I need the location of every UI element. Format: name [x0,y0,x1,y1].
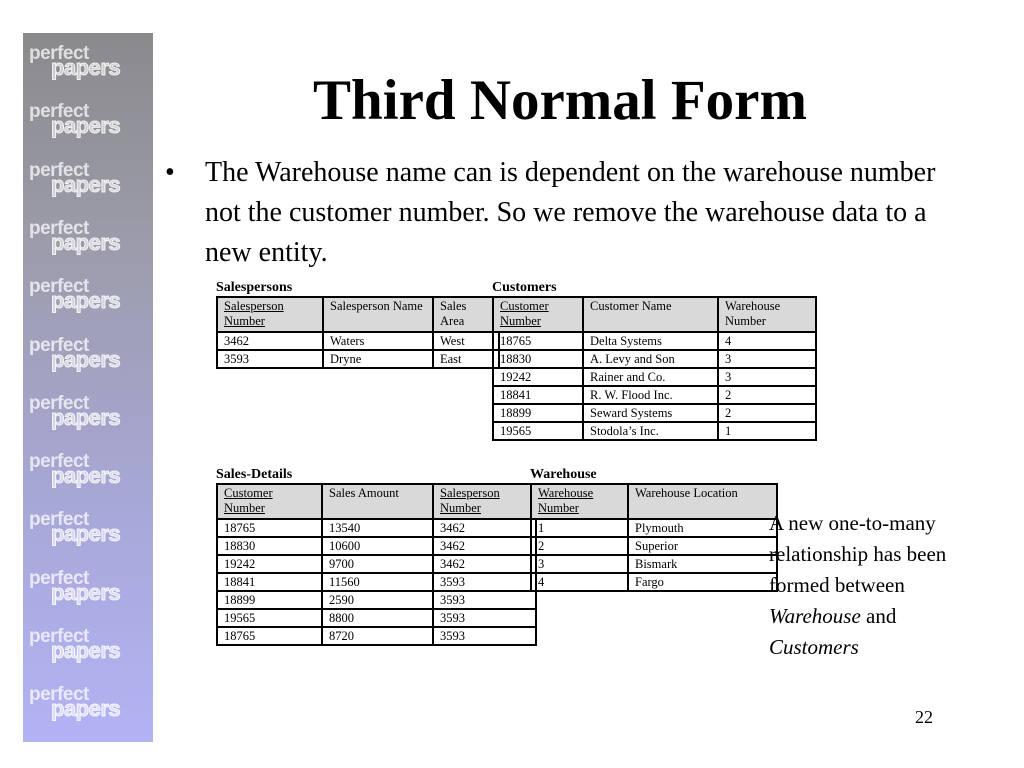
table-header-row [217,484,536,519]
logo-word-papers: papers [51,288,121,314]
column-header: Warehouse Location [628,484,777,519]
table-cell: 18841 [217,573,322,591]
table-caption: Warehouse [530,467,597,482]
logo-word-papers: papers [51,171,121,197]
logo-word-papers: papers [51,346,121,372]
table-cell: 18899 [493,404,583,422]
table-cell: 18841 [493,386,583,404]
logo-word-perfect: perfect [29,43,89,64]
logo-word-papers: papers [51,463,121,489]
table-header-row [217,297,499,332]
table-cell: 3462 [433,519,536,537]
perfect-papers-logo [29,684,149,724]
table-row [217,519,536,537]
logo-word-papers: papers [51,404,121,430]
perfect-papers-logo [29,335,149,375]
logo-word-perfect: perfect [29,101,89,123]
table-row [531,573,777,591]
table-cell: 4 [531,573,628,591]
logo-word-perfect: perfect [29,684,89,706]
table-cell: Waters [323,332,433,350]
table-row [217,537,536,555]
logo-word-papers: papers [51,521,121,547]
table-row [217,609,536,627]
bullet-text: The Warehouse name can is dependent on the warehouse number not the customer number. So we remove the warehouse data to a new entity. [205,157,936,268]
table-cell: 3593 [433,627,536,645]
logo-word-perfect: perfect [29,159,89,181]
table-cell: 9700 [322,555,433,573]
table-header-row [531,484,777,519]
table-cell: Superior [628,537,777,555]
logo-word-perfect: perfect [29,334,89,356]
table-cell: R. W. Flood Inc. [583,386,718,404]
table-cell: 18830 [217,537,322,555]
salespersons-table-block [216,280,500,369]
column-header: Customer Name [583,297,718,332]
table-row [493,404,816,422]
table-caption: Customers [492,280,557,295]
table-row [217,350,499,368]
table-row [493,422,816,440]
table-cell: 2 [531,537,628,555]
table-cell: 2 [718,404,816,422]
table-row [493,350,816,368]
perfect-papers-logo [29,160,149,200]
table-caption: Salespersons [216,280,293,295]
note-entity-warehouse: Warehouse [769,604,861,628]
logo-word-perfect: perfect [29,626,89,647]
logo-word-papers: papers [51,638,121,663]
table-cell: Rainer and Co. [583,368,718,386]
table-cell: 10600 [322,537,433,555]
logo-word-papers: papers [51,229,121,255]
table-cell: 19565 [493,422,583,440]
table-row [493,386,816,404]
perfect-papers-logo [29,568,149,608]
table-cell: 19565 [217,609,322,627]
table-cell: 3 [718,350,816,368]
table-cell: 8800 [322,609,433,627]
column-header: Sales Area [433,297,499,332]
table-cell: 1 [531,519,628,537]
sales-details-table [216,483,537,646]
relationship-note [769,508,984,663]
table-row [531,555,777,573]
table-cell: East [433,350,499,368]
table-row [531,537,777,555]
table-cell: 2590 [322,591,433,609]
column-header: Warehouse Number [531,484,628,519]
column-header: Warehouse Number [718,297,816,332]
note-entity-customers: Customers [769,635,859,659]
table-row [217,627,536,645]
table-cell: Dryne [323,350,433,368]
table-cell: 2 [718,386,816,404]
table-cell: A. Levy and Son [583,350,718,368]
sales-details-table-block [216,467,537,646]
table-cell: Delta Systems [583,332,718,350]
column-header: Customer Number [493,297,583,332]
customers-table [492,296,817,441]
note-text: A new one-to-many relationship has been formed between [769,511,947,597]
table-row [217,332,499,350]
table-row [493,332,816,350]
table-cell: 4 [718,332,816,350]
logo-word-papers: papers [51,579,121,605]
perfect-papers-logo [29,626,149,666]
table-cell: 1 [718,422,816,440]
slide-title: Third Normal Form [313,69,807,132]
perfect-papers-logo [29,451,149,491]
table-cell: 3462 [433,537,536,555]
warehouse-table-block [530,467,778,592]
logo-word-perfect: perfect [29,451,89,473]
table-cell: 18765 [217,519,322,537]
table-cell: 18765 [493,332,583,350]
table-cell: 19242 [493,368,583,386]
table-row [531,519,777,537]
table-cell: 18765 [217,627,322,645]
salespersons-table [216,296,500,369]
column-header: Salesperson Name [323,297,433,332]
table-cell: 3 [531,555,628,573]
bullet-icon: • [165,157,175,188]
table-cell: 8720 [322,627,433,645]
warehouse-table [530,483,778,592]
table-cell: 3593 [433,591,536,609]
table-cell: 18899 [217,591,322,609]
logo-word-perfect: perfect [29,276,89,298]
column-header: Salesperson Number [217,297,323,332]
column-header: Sales Amount [322,484,433,519]
logo-word-papers: papers [51,55,121,80]
perfect-papers-logo [29,101,149,141]
table-row [217,573,536,591]
table-cell: 13540 [322,519,433,537]
perfect-papers-logo [29,276,149,316]
table-row [217,555,536,573]
column-header: Salesperson Number [433,484,536,519]
table-cell: 3593 [217,350,323,368]
table-caption: Sales-Details [216,467,293,482]
sidebar-logo-strip [23,33,153,742]
table-cell: Seward Systems [583,404,718,422]
table-cell: 18830 [493,350,583,368]
perfect-papers-logo [29,218,149,258]
table-cell: 3462 [217,332,323,350]
table-cell: 3462 [433,555,536,573]
page-number: 22 [915,707,933,727]
customers-table-block [492,280,817,441]
note-conjunction: and [866,604,897,628]
table-cell: Bismark [628,555,777,573]
table-cell: 3 [718,368,816,386]
perfect-papers-logo [29,43,149,83]
table-row [493,368,816,386]
table-row [217,591,536,609]
table-cell: 3593 [433,609,536,627]
logo-word-papers: papers [51,696,121,722]
table-cell: Plymouth [628,519,777,537]
logo-word-papers: papers [51,113,121,139]
column-header: Customer Number [217,484,322,519]
logo-word-perfect: perfect [29,217,89,239]
table-cell: 11560 [322,573,433,591]
table-cell: 19242 [217,555,322,573]
table-cell: 3593 [433,573,536,591]
logo-word-perfect: perfect [29,392,89,414]
table-header-row [493,297,816,332]
table-cell: West [433,332,499,350]
logo-word-perfect: perfect [29,567,89,589]
logo-word-perfect: perfect [29,509,89,531]
perfect-papers-logo [29,509,149,549]
perfect-papers-logo [29,393,149,433]
table-cell: Fargo [628,573,777,591]
table-cell: Stodola’s Inc. [583,422,718,440]
